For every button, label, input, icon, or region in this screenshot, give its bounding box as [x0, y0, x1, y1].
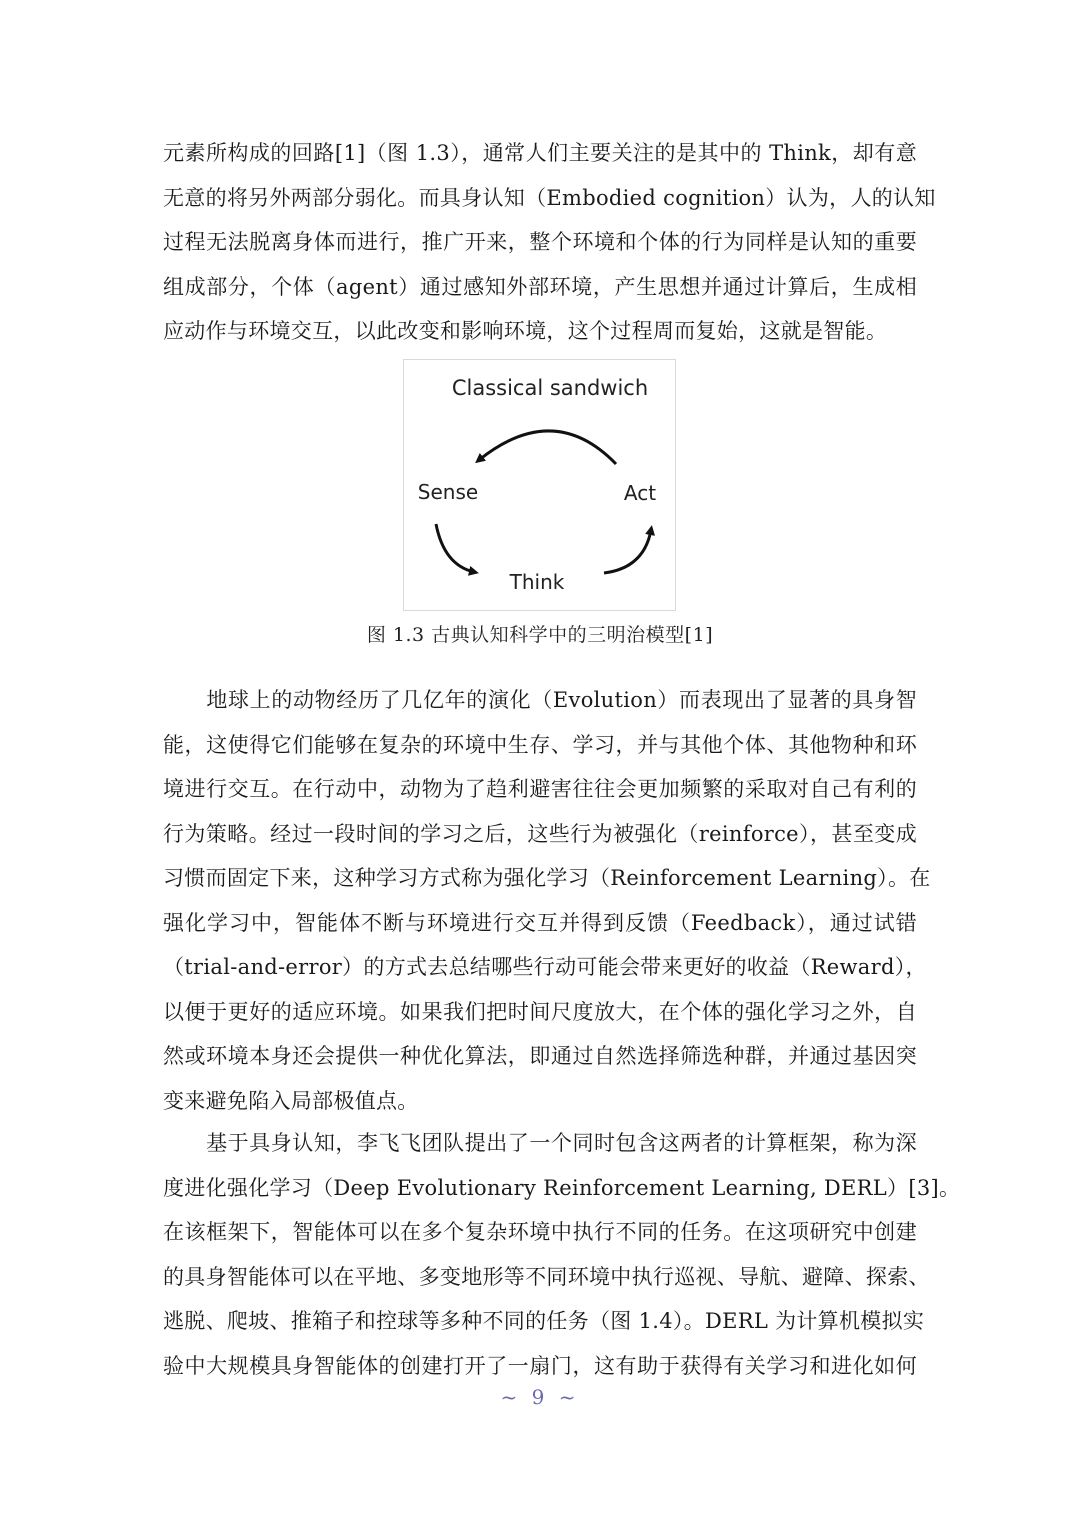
text-line: 境进行交互。在行动中，动物为了趋利避害往往会更加频繁的采取对自己有利的: [163, 777, 917, 801]
text-line: 以便于更好的适应环境。如果我们把时间尺度放大，在个体的强化学习之外，自: [163, 999, 917, 1024]
figure-title: Classical sandwich: [451, 376, 649, 400]
arrow-sense-to-think: [436, 524, 474, 572]
label-think: Think: [509, 570, 565, 594]
text-line: 无意的将另外两部分弱化。而具身认知（Embodied cognition）认为，人的认知: [163, 185, 936, 210]
sandwich-diagram: [404, 360, 677, 612]
figure-caption: 图 1.3 古典认知科学中的三明治模型[1]: [366, 624, 714, 646]
text-line: 应动作与环境交互，以此改变和影响环境，这个过程周而复始，这就是智能。: [163, 319, 888, 343]
paragraph-3: [163, 1121, 961, 1388]
text-line: 然或环境本身还会提供一种优化算法，即通过自然选择筛选种群，并通过基因突: [163, 1044, 917, 1068]
text-line: 地球上的动物经历了几亿年的演化（Evolution）而表现出了显著的具身智: [163, 688, 917, 712]
text-line: 变来避免陷入局部极值点。: [163, 1088, 419, 1113]
paragraph-1: [163, 131, 936, 354]
label-act: Act: [623, 481, 657, 505]
text-line: 在该框架下，智能体可以在多个复杂环境中执行不同的任务。在这项研究中创建: [163, 1220, 917, 1244]
text-line: 组成部分，个体（agent）通过感知外部环境，产生思想并通过计算后，生成相: [163, 274, 917, 299]
text-line: 基于具身认知，李飞飞团队提出了一个同时包含这两者的计算框架，称为深: [163, 1131, 917, 1155]
text-line: 逃脱、爬坡、推箱子和控球等多种不同的任务（图 1.4）。DERL 为计算机模拟实: [163, 1309, 925, 1333]
page-number: ~ 9 ~: [500, 1385, 580, 1409]
arrow-think-to-act: [604, 530, 651, 573]
text-line: 行为策略。经过一段时间的学习之后，这些行为被强化（reinforce），甚至变成: [163, 821, 917, 846]
text-line: 元素所构成的回路[1]（图 1.3），通常人们主要关注的是其中的 Think，却有意: [163, 141, 917, 165]
label-sense: Sense: [417, 480, 479, 504]
text-line: 过程无法脱离身体而进行，推广开来，整个环境和个体的行为同样是认知的重要: [163, 230, 917, 254]
text-line: 的具身智能体可以在平地、多变地形等不同环境中执行巡视、导航、避障、探索、: [163, 1264, 930, 1289]
text-line: 度进化强化学习（Deep Evolutionary Reinforcement Learning, DERL）[3]。: [163, 1175, 961, 1200]
text-line: （trial-and-error）的方式去总结哪些行动可能会带来更好的收益（Reward），: [163, 955, 927, 979]
paragraph-2: [163, 678, 931, 1123]
arrow-act-to-sense: [479, 431, 616, 464]
text-line: 强化学习中，智能体不断与环境进行交互并得到反馈（Feedback），通过试错: [163, 910, 917, 935]
text-line: 习惯而固定下来，这种学习方式称为强化学习（Reinforcement Learning）。在: [163, 866, 931, 890]
text-line: 验中大规模具身智能体的创建打开了一扇门，这有助于获得有关学习和进化如何: [163, 1353, 917, 1378]
text-line: 能，这使得它们能够在复杂的环境中生存、学习，并与其他个体、其他物种和环: [163, 732, 917, 757]
figure-classical-sandwich: [403, 359, 676, 611]
